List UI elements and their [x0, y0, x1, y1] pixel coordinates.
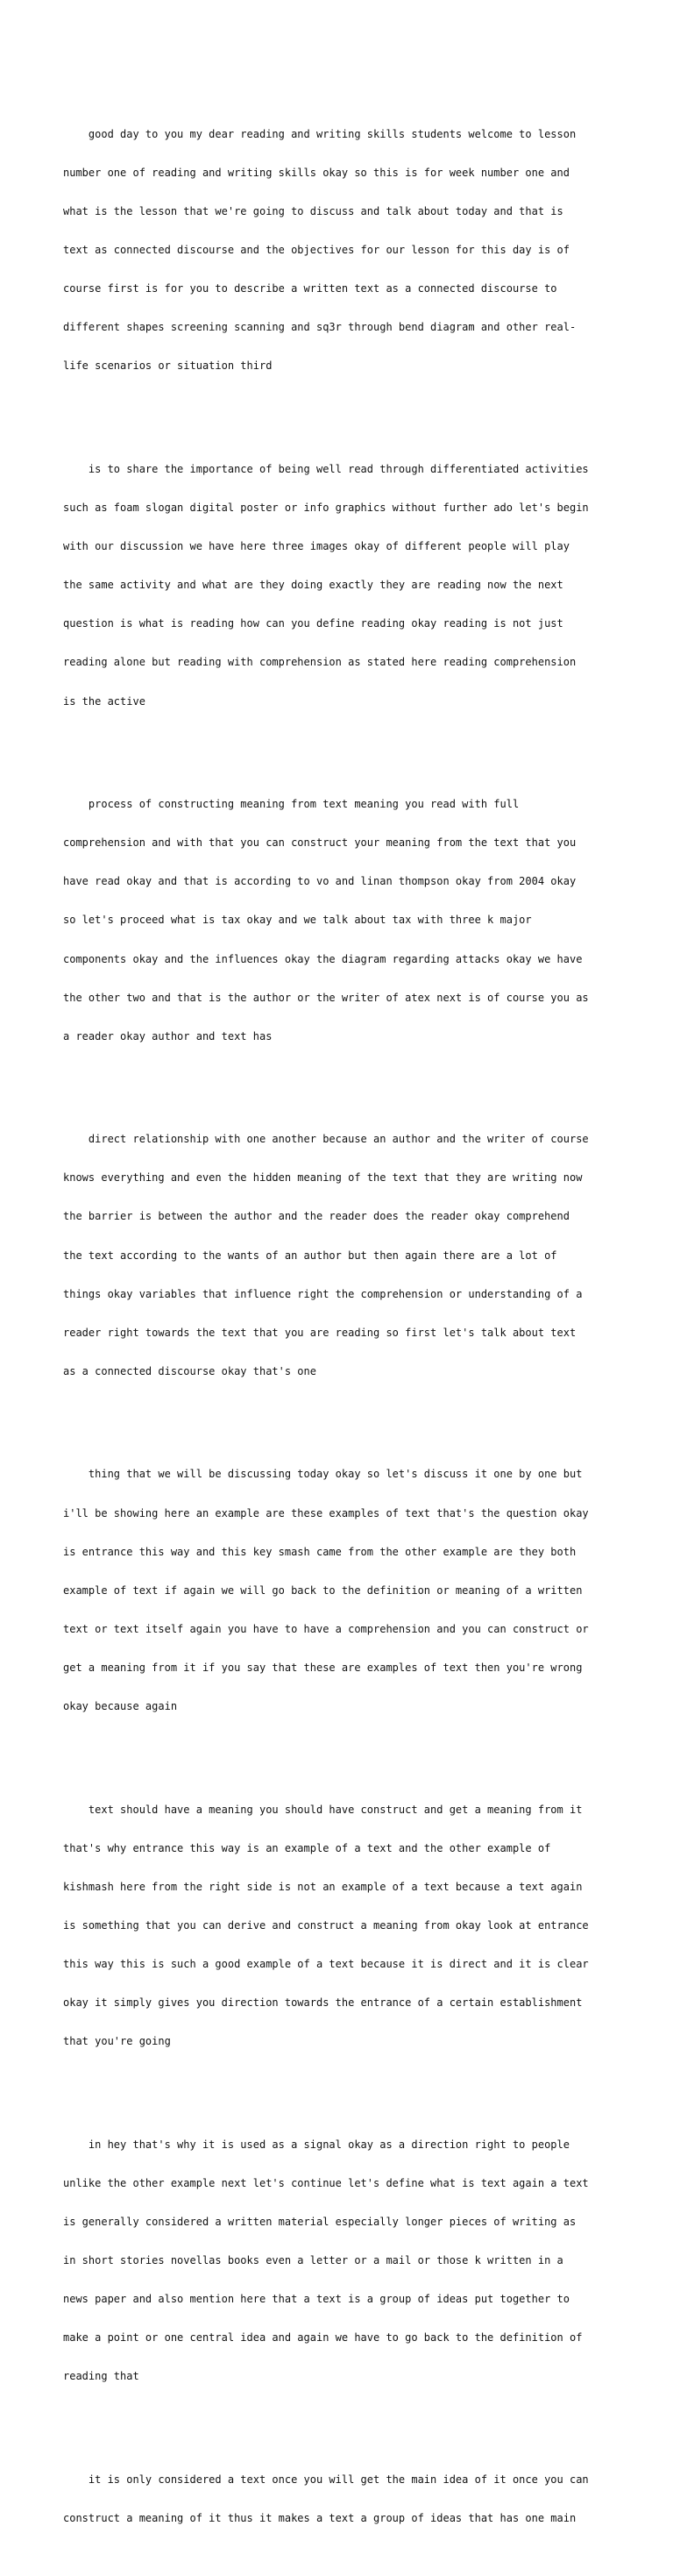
text-line: is the active — [63, 694, 145, 708]
text-line: with our discussion we have here three images okay of different people will play — [63, 540, 570, 553]
paragraph-1 — [63, 102, 615, 398]
text-line: direct relationship with one another because an author and the writer of course — [63, 1133, 589, 1146]
text-line: kishmash here from the right side is not an example of a text because a text again — [63, 1880, 583, 1893]
text-line: reading alone but reading with comprehension as stated here reading comprehension — [63, 656, 577, 669]
paragraph-7 — [63, 2112, 615, 2409]
text-line: reader right towards the text that you are reading so first let's talk about text — [63, 1326, 577, 1339]
text-line: the same activity and what are they doing exactly they are reading now the next — [63, 579, 563, 592]
paragraph-6 — [63, 1777, 615, 2074]
text-line: text or text itself again you have to have a comprehension and you can construct or — [63, 1622, 589, 1635]
text-line: it is only considered a text once you will get the main idea of it once you can — [63, 2473, 589, 2486]
paragraph-8 — [63, 2448, 615, 2551]
text-line: good day to you my dear reading and writing skills students welcome to lesson — [63, 127, 577, 140]
text-line: reading that — [63, 2370, 139, 2383]
text-line: life scenarios or situation third — [63, 359, 273, 373]
text-line: news paper and also mention here that a text is a group of ideas put together to — [63, 2293, 570, 2306]
text-line: the text according to the wants of an author but then again there are a lot of — [63, 1249, 557, 1262]
paragraph-3 — [63, 772, 615, 1069]
document-body — [63, 76, 615, 2576]
text-line: components okay and the influences okay the diagram regarding attacks okay we have — [63, 952, 583, 965]
text-line: okay because again — [63, 1700, 178, 1712]
paragraph-5 — [63, 1442, 615, 1739]
text-line: text should have a meaning you should have construct and get a meaning from it — [63, 1803, 583, 1816]
text-line: i'll be showing here an example are these examples of text that's the question okay — [63, 1506, 589, 1519]
paragraph-2 — [63, 438, 615, 734]
text-line: such as foam slogan digital poster or info graphics without further ado let's begin — [63, 502, 589, 515]
text-line: number one of reading and writing skills okay so this is for week number one and — [63, 166, 570, 179]
text-line: that's why entrance this way is an example of a text and the other example of — [63, 1841, 551, 1854]
text-line: process of constructing meaning from text meaning you read with full — [63, 798, 520, 811]
text-line: what is the lesson that we're going to discuss and talk about today and that is — [63, 205, 563, 217]
text-line: the barrier is between the author and the reader does the reader okay comprehend — [63, 1210, 570, 1223]
text-line: this way this is such a good example of a text because it is direct and it is clear — [63, 1957, 589, 1970]
text-line: things okay variables that influence right the comprehension or understanding of a — [63, 1287, 583, 1300]
text-line: is something that you can derive and construct a meaning from okay look at entrance — [63, 1918, 589, 1932]
text-line: example of text if again we will go back to the definition or meaning of a written — [63, 1583, 583, 1597]
text-line: knows everything and even the hidden meaning of the text that they are writing now — [63, 1171, 583, 1185]
text-line: that you're going — [63, 2035, 171, 2048]
text-line: make a point or one central idea and again we have to go back to the definition of — [63, 2331, 583, 2345]
text-line: a reader okay author and text has — [63, 1029, 273, 1042]
text-line: in hey that's why it is used as a signal okay as a direction right to people — [63, 2138, 570, 2151]
paragraph-4 — [63, 1107, 615, 1404]
text-line: the other two and that is the author or the writer of atex next is of course you as — [63, 991, 589, 1004]
text-line: in short stories novellas books even a letter or a mail or those k written in a — [63, 2254, 563, 2267]
text-line: construct a meaning of it thus it makes a text a group of ideas that has one main — [63, 2512, 577, 2524]
text-line: is to share the importance of being well read through differentiated activities — [63, 462, 589, 475]
text-line: different shapes screening scanning and sq3r through bend diagram and other real- — [63, 321, 577, 334]
text-line: question is what is reading how can you define reading okay reading is not just — [63, 617, 563, 630]
text-line: comprehension and with that you can construct your meaning from the text that you — [63, 836, 577, 850]
text-line: text as connected discourse and the objectives for our lesson for this day is of — [63, 244, 570, 257]
text-line: as a connected discourse okay that's one — [63, 1364, 316, 1377]
text-line: unlike the other example next let's continue let's define what is text again a text — [63, 2176, 589, 2189]
text-line: is entrance this way and this key smash came from the other example are they both — [63, 1545, 577, 1558]
text-line: have read okay and that is according to vo and linan thompson okay from 2004 okay — [63, 875, 577, 888]
text-line: get a meaning from it if you say that these are examples of text then you're wrong — [63, 1661, 583, 1674]
text-line: course first is for you to describe a written text as a connected discourse to — [63, 282, 557, 295]
text-line: so let's proceed what is tax okay and we talk about tax with three k major — [63, 914, 532, 927]
text-line: thing that we will be discussing today okay so let's discuss it one by one but — [63, 1468, 583, 1481]
text-line: is generally considered a written material especially longer pieces of writing as — [63, 2215, 577, 2228]
text-line: okay it simply gives you direction towards the entrance of a certain establishment — [63, 1996, 583, 2010]
